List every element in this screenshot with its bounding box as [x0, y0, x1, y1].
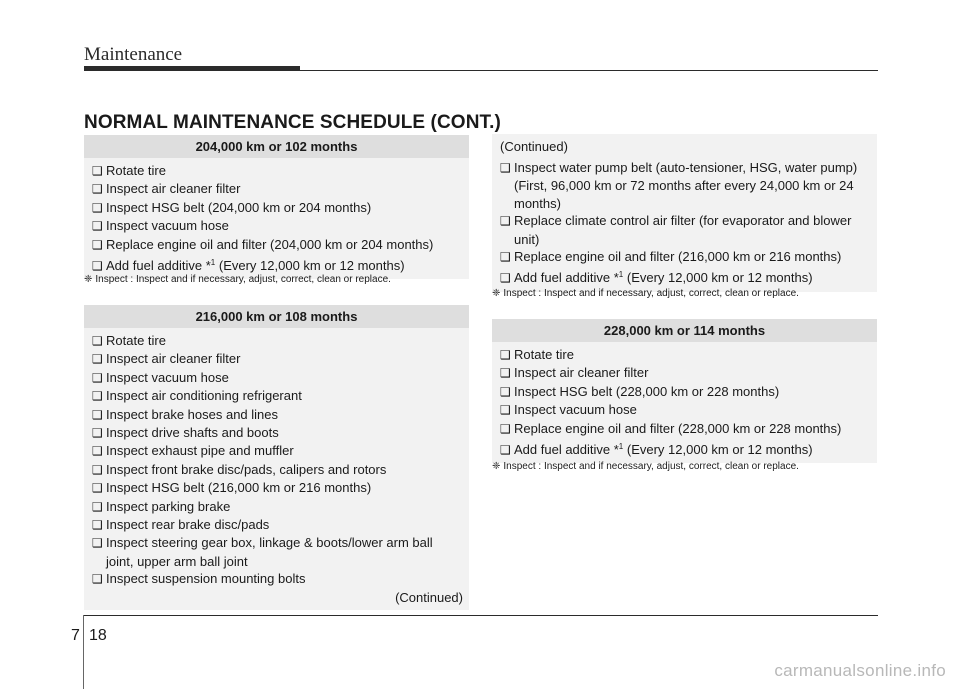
checkbox-icon: ❑: [92, 499, 103, 514]
footer-rule: [83, 615, 878, 616]
header-rule-thick: [84, 66, 300, 71]
page-title: NORMAL MAINTENANCE SCHEDULE (CONT.): [84, 112, 501, 133]
item-text: Inspect brake hoses and lines: [106, 406, 278, 422]
schedule-box-title: 228,000 km or 114 months: [492, 319, 877, 342]
item-text: Inspect rear brake disc/pads: [106, 517, 270, 533]
list-item: [500, 346, 869, 364]
chapter-number: 7: [71, 627, 80, 644]
checkbox-icon: ❑: [92, 572, 103, 587]
fuel-additive-interval: (Every 12,000 km or 12 months): [215, 258, 405, 274]
fuel-additive-interval: (Every 12,000 km or 12 months): [623, 270, 813, 286]
continued-label: (Continued): [500, 139, 568, 154]
header-rule-thin: [300, 70, 878, 71]
list-item: [92, 479, 461, 497]
checkbox-icon: ❑: [500, 366, 511, 381]
checkbox-icon: ❑: [92, 259, 103, 274]
item-text: Inspect parking brake: [106, 498, 231, 514]
footnote-text: Inspect : Inspect and if necessary, adjust, correct, clean or replace.: [503, 461, 799, 472]
page-number: 18: [89, 627, 107, 644]
fuel-additive-label: Add fuel additive *: [106, 258, 211, 274]
item-text: Replace engine oil and filter (228,000 km or 228 months): [514, 420, 842, 436]
item-text: Rotate tire: [106, 333, 166, 348]
fuel-additive-interval: (Every 12,000 km or 12 months): [623, 442, 813, 458]
footer-divider: [83, 615, 84, 689]
list-item: [500, 364, 869, 382]
checkbox-icon: ❑: [500, 214, 511, 229]
item-text: Inspect vacuum hose: [106, 369, 229, 385]
footnote-text: Inspect : Inspect and if necessary, adjust, correct, clean or replace.: [95, 274, 391, 285]
list-item: [92, 162, 461, 180]
item-text: Inspect drive shafts and boots: [106, 425, 279, 441]
fuel-additive-label: Add fuel additive *: [514, 442, 619, 458]
item-text: Inspect air cleaner filter: [106, 181, 241, 197]
checkbox-icon: ❑: [92, 481, 103, 496]
footnote-superscript: 1: [210, 258, 216, 268]
item-text: Inspect air cleaner filter: [514, 365, 649, 381]
footnote-superscript: 1: [618, 270, 624, 280]
list-item: [92, 387, 461, 405]
list-item-fuel-additive: [500, 438, 869, 459]
list-item: [92, 217, 461, 235]
checkbox-icon: ❑: [92, 389, 103, 404]
list-item: [92, 369, 461, 387]
list-item: [92, 406, 461, 424]
item-text: Inspect air conditioning refrigerant: [106, 388, 302, 404]
item-text: Inspect suspension mounting bolts: [106, 571, 306, 587]
footnote-mark-icon: ❈: [84, 274, 93, 285]
checkbox-icon: ❑: [500, 384, 511, 399]
checkbox-icon: ❑: [92, 370, 103, 385]
footnote-superscript: 1: [618, 442, 624, 452]
list-item: [92, 570, 461, 588]
list-item: [500, 159, 869, 212]
checkbox-icon: ❑: [92, 518, 103, 533]
checkbox-icon: ❑: [500, 421, 511, 436]
fuel-additive-label: Add fuel additive *: [514, 270, 619, 286]
list-item: [92, 236, 461, 254]
schedule-box-228000: [492, 319, 877, 463]
checkbox-icon: ❑: [92, 219, 103, 234]
checkbox-icon: ❑: [92, 462, 103, 477]
schedule-item-list: [492, 155, 877, 292]
list-item: [92, 516, 461, 534]
checkbox-icon: ❑: [92, 426, 103, 441]
checkbox-icon: ❑: [92, 536, 103, 551]
checkbox-icon: ❑: [500, 348, 511, 362]
schedule-box-title: 204,000 km or 102 months: [84, 135, 469, 158]
item-text: Rotate tire: [514, 347, 574, 362]
footnote-mark-icon: ❈: [492, 288, 501, 299]
checkbox-icon: ❑: [92, 237, 103, 252]
list-item: [92, 498, 461, 516]
checkbox-icon: ❑: [92, 182, 103, 197]
list-item: [92, 332, 461, 350]
footnote-mark-icon: ❈: [492, 461, 501, 472]
item-text: Rotate tire: [106, 163, 166, 178]
schedule-item-list: [492, 342, 877, 463]
list-item: [500, 401, 869, 419]
item-text: Inspect exhaust pipe and muffler: [106, 443, 294, 459]
schedule-item-list: [84, 328, 469, 589]
item-text: Inspect front brake disc/pads, calipers and rotors: [106, 461, 387, 477]
checkbox-icon: ❑: [92, 164, 103, 178]
list-item: [92, 442, 461, 460]
checkbox-icon: ❑: [500, 271, 511, 286]
list-item: [92, 199, 461, 217]
list-item: [92, 534, 461, 570]
list-item: [92, 461, 461, 479]
item-text: Inspect vacuum hose: [514, 402, 637, 418]
list-item: [500, 212, 869, 248]
list-item-fuel-additive: [500, 266, 869, 287]
item-text: Inspect water pump belt (auto-tensioner, HSG, water pump) (First, 96,000 km or 72 months after every 24,000 km or 24 months): [514, 160, 858, 211]
item-text: Inspect HSG belt (228,000 km or 228 months): [514, 383, 780, 399]
footnote-text: Inspect : Inspect and if necessary, adjust, correct, clean or replace.: [503, 288, 799, 299]
schedule-box-204000: [84, 135, 469, 279]
inspect-footnote: [84, 274, 391, 285]
checkbox-icon: ❑: [500, 403, 511, 418]
list-item: [92, 350, 461, 368]
list-item: [500, 420, 869, 438]
list-item: [500, 383, 869, 401]
inspect-footnote: [492, 288, 799, 299]
checkbox-icon: ❑: [500, 250, 511, 265]
schedule-box-216000-continued: [492, 134, 877, 292]
item-text: Inspect HSG belt (204,000 km or 204 months): [106, 199, 372, 215]
item-text: Inspect vacuum hose: [106, 218, 229, 234]
item-text: Replace engine oil and filter (216,000 km or 216 months): [514, 249, 842, 265]
item-text: Inspect steering gear box, linkage & boots/lower arm ball joint, upper arm ball joint: [106, 535, 433, 569]
item-text: Replace engine oil and filter (204,000 km or 204 months): [106, 236, 434, 252]
list-item-fuel-additive: [92, 254, 461, 275]
schedule-box-216000: [84, 305, 469, 610]
inspect-footnote: [492, 461, 799, 472]
item-text: Inspect air cleaner filter: [106, 351, 241, 367]
checkbox-icon: ❑: [92, 407, 103, 422]
schedule-item-list: [84, 158, 469, 279]
continued-label: (Continued): [395, 589, 463, 605]
watermark: carmanualsonline.info: [774, 661, 946, 680]
checkbox-icon: ❑: [92, 334, 103, 348]
section-name: Maintenance: [84, 44, 183, 65]
list-item: [500, 248, 869, 266]
checkbox-icon: ❑: [500, 161, 511, 175]
list-item: [92, 424, 461, 442]
list-item: [92, 180, 461, 198]
checkbox-icon: ❑: [92, 352, 103, 367]
checkbox-icon: ❑: [92, 444, 103, 459]
checkbox-icon: ❑: [92, 200, 103, 215]
item-text: Inspect HSG belt (216,000 km or 216 months): [106, 480, 372, 496]
checkbox-icon: ❑: [500, 443, 511, 458]
schedule-box-title: 216,000 km or 108 months: [84, 305, 469, 328]
item-text: Replace climate control air filter (for evaporator and blower unit): [514, 213, 852, 247]
